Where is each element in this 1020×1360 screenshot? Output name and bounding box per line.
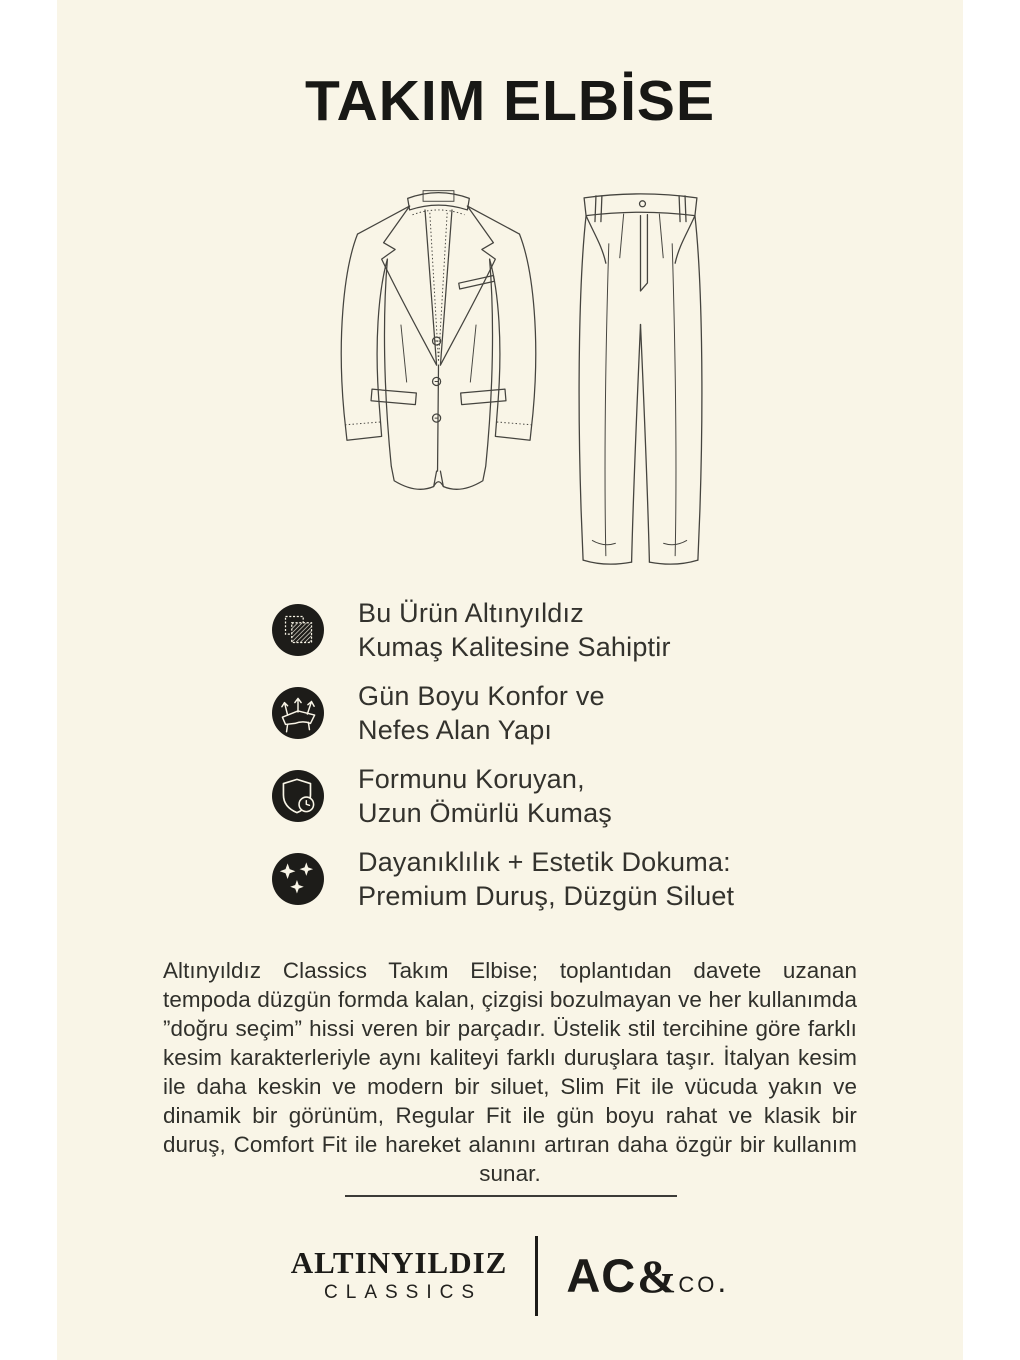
feature-line: Premium Duruş, Düzgün Siluet [358,881,735,911]
logo-ac-text: AC [566,1249,637,1302]
feature-shape-retention [272,762,832,830]
ac-co-logo [566,1248,729,1304]
sparkles-icon [272,853,324,905]
footer-divider-line [345,1195,677,1197]
product-description: Altınyıldız Classics Takım Elbise; toplantıdan davete uzanan tempoda düzgün formda kalan, çizgisi bozulmayan ve her kullanımda ”doğru seçim” hissi veren bir parçadır. Üstelik stil tercihine göre farklı kesim karakterleriyle aynı kaliteyi farklı duruşlara taşır. İtalyan kesim ile daha keskin ve modern bir siluet, Slim Fit ile vücuda yakın ve dinamik bir görünüm, Regular Fit ile gün boyu rahat ve klasik bir duruş, Comfort Fit ile hareket alanını artıran daha özgür bir kullanım sunar. [163,958,857,1186]
feature-durability-aesthetic [272,845,832,913]
logo-separator-bar [535,1236,538,1316]
trousers-illustration [576,184,705,570]
feature-fabric-quality [272,596,832,664]
feature-text [358,596,671,664]
breathable-fabric-icon [272,687,324,739]
feature-text [358,679,605,747]
fabric-swatch-icon [272,604,324,656]
feature-line: Nefes Alan Yapı [358,715,553,745]
feature-comfort-breathable [272,679,832,747]
feature-text [358,762,612,830]
brand-secondary-text: CLASSICS [324,1281,483,1303]
feature-list [272,596,832,928]
logo-co-text: co. [678,1263,730,1299]
altinyildiz-classics-logo [290,1244,508,1305]
feature-text [358,845,734,913]
suit-jacket-illustration [327,182,550,500]
feature-line: Bu Ürün Altınyıldız [358,598,584,628]
shield-clock-icon [272,770,324,822]
feature-line: Kumaş Kalitesine Sahiptir [358,632,671,662]
feature-line: Gün Boyu Konfor ve [358,681,605,711]
feature-line: Formunu Koruyan, [358,764,585,794]
feature-line: Dayanıklılık + Estetik Dokuma: [358,847,731,877]
feature-line: Uzun Ömürlü Kumaş [358,798,612,828]
brand-primary-text: ALTINYILDIZ [290,1244,508,1280]
logo-ampersand: & [637,1251,677,1303]
footer-logos [0,1230,1020,1322]
page-title: TAKIM ELBİSE [305,69,715,133]
